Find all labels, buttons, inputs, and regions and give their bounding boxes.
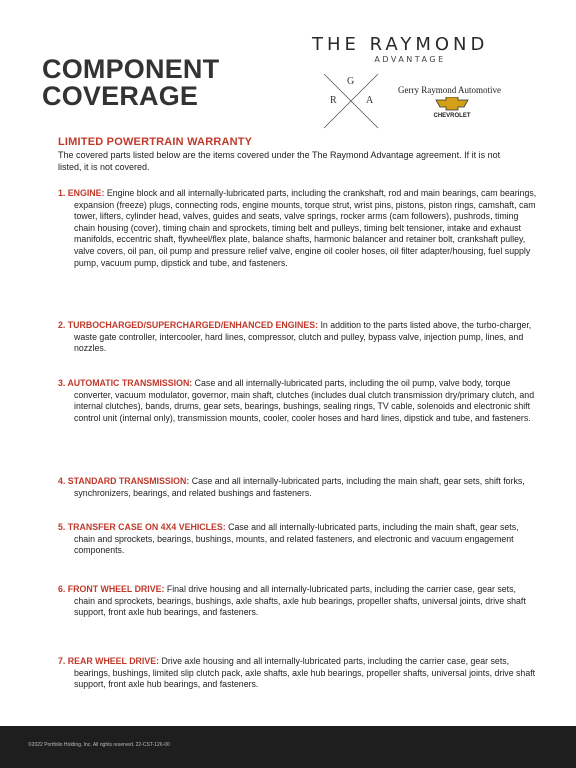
footer-bar [0,726,576,768]
bowtie-icon [424,97,480,123]
brand-name: THE RAYMOND [312,34,489,55]
coverage-item-label: 5. TRANSFER CASE ON 4X4 VEHICLES: [58,522,226,532]
coverage-item [58,378,539,424]
coverage-item-text: Final drive housing and all internally-lubricated parts, including the carrier case, gear sets, chain and sprockets, bearings, bushings, axle shafts, axle hub bearings, propeller shafts, universal joints, drive shaft support, front axle hub bearings, and fasteners. [74,584,526,618]
warranty-section [58,136,523,173]
coverage-item [58,188,539,269]
coverage-item-label: 1. ENGINE: [58,188,105,198]
coverage-item-text: Case and all internally-lubricated parts, including the oil pump, valve body, torque converter, vacuum modulator, governor, main shaft, clutches (includes dual clutch transmission dry/primary clutch, and internal clutches), bands, drums, gear sets, bearings, bushings, sealing rings, TV cable, solenoids and electronic shift control unit (internal only), transmission mounts, cooler, cooler hoses and hard lines, dipstick and tube, and fasteners. [74,378,535,423]
dealer-name: Gerry Raymond Automotive [398,85,501,95]
coverage-item [58,522,539,557]
coverage-item [58,476,539,499]
coverage-item-label: 2. TURBOCHARGED/SUPERCHARGED/ENHANCED ENGINES: [58,320,319,330]
coverage-item-text: Case and all internally-lubricated parts, including the main shaft, gear sets, chain and sprockets, bearings, bushings, mounts, and related fasteners, and electronic and vacuum engagement components. [74,522,519,556]
coverage-item [58,584,539,619]
page-title-line1: COMPONENT [42,54,220,84]
monogram-letter-left: R [330,95,337,106]
coverage-item-text: In addition to the parts listed above, the turbo-charger, waste gate controller, intercooler, hard lines, compressor, clutch and pulley, bypass valve, injection pump, lines, and nozzles. [74,320,532,354]
coverage-item [58,656,539,691]
chevrolet-logo-text: CHEVROLET [433,113,471,119]
coverage-item-text: Drive axle housing and all internally-lubricated parts, including the carrier case, gear sets, bearings, bushings, limited slip clutch pack, axle shafts, axle hub bearings, propeller shafts, universal joints, drive shaft support, front axle hub bearings, and fasteners. [74,656,536,690]
coverage-item [58,320,539,355]
warranty-intro: The covered parts listed below are the items covered under the The Raymond Advantage agreement. If it is not listed, it is not covered. [58,150,501,172]
monogram-letter-top: G [347,76,355,87]
page-title [42,56,219,110]
chevrolet-logo [424,97,480,123]
coverage-item-text: Engine block and all internally-lubricated parts, including the crankshaft, rod and main bearings, cam bearings, expansion (freeze) plugs, connecting rods, engine mounts, torque strut, wrist pins, pistons, piston rings, camshaft, cam tower, lifters, cylinder head, valves, guides and seats, valve springs, rocker arms (cam followers), pushrods, timing chain housing (cover), timing chain and sprockets, timing belt and pulleys, timing belt tensioner, intake and exhaust manifolds, eccentric shaft, flywheel/flex plate, balance shafts, harmonic balancer and retainer bolt, crankshaft pulley, valve covers, oil pan, oil pump and pressure relief valve, engine oil cooler hoses, oil filter adapter/housing, fuel supply pump, vacuum pump, dipstick and tube, and fasteners. [74,188,537,268]
coverage-item-label: 3. AUTOMATIC TRANSMISSION: [58,378,193,388]
footer-copyright: ©2022 Portfolio Holding, Inc. All rights reserved. 22-CST-126-00 [28,742,170,748]
coverage-item-label: 6. FRONT WHEEL DRIVE: [58,584,165,594]
monogram-letter-right: A [366,95,374,106]
coverage-item-text: Case and all internally-lubricated parts, including the main shaft, gear sets, shift forks, synchronizers, bearings, and related bushings and fasteners. [74,476,525,498]
brand-tagline: ADVANTAGE [374,55,446,64]
coverage-item-label: 4. STANDARD TRANSMISSION: [58,476,190,486]
page-title-line2: COVERAGE [42,81,199,111]
coverage-item-label: 7. REAR WHEEL DRIVE: [58,656,160,666]
monogram-logo [320,70,382,132]
warranty-heading: LIMITED POWERTRAIN WARRANTY [58,136,253,148]
